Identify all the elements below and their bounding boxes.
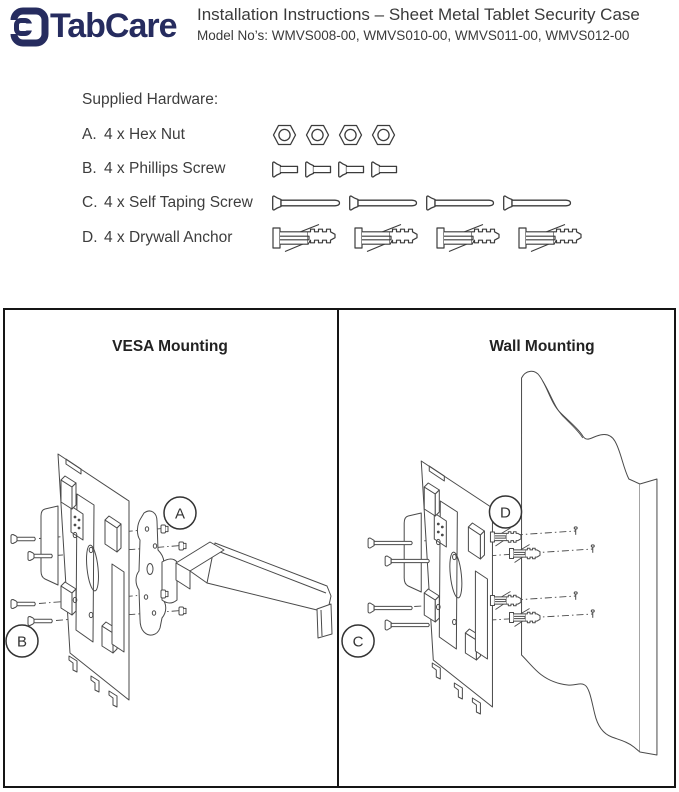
callout-b <box>6 625 38 657</box>
vesa-mounting-diagram <box>5 310 337 786</box>
monitor-arm-drawing <box>162 542 332 638</box>
drywall-anchor-icon <box>354 223 428 253</box>
self-taping-screw-icon <box>349 195 418 211</box>
wall-drawing <box>522 371 657 755</box>
phillips-screw-icon <box>272 161 299 178</box>
self-taping-screw-icon <box>503 195 572 211</box>
hex-nut-icon <box>272 124 297 146</box>
hardware-item-hex-nut <box>82 119 396 151</box>
hardware-item-label: 4 x Phillips Screw <box>104 160 226 177</box>
phillips-screw-icon <box>371 161 398 178</box>
hex-nut-icon <box>305 124 330 146</box>
drywall-anchor-icon <box>518 223 592 253</box>
hex-nut-icon <box>338 124 363 146</box>
hardware-item-key: D. <box>82 229 98 246</box>
hex-nut-icon <box>371 124 396 146</box>
svg-text:D: D <box>500 504 511 522</box>
drywall-anchor-icon <box>272 223 346 253</box>
hardware-item-drywall-anchor <box>82 222 592 254</box>
self-taping-screw-icon <box>272 195 341 211</box>
hardware-item-phillips-screw <box>82 153 398 185</box>
svg-text:B: B <box>16 633 28 651</box>
hardware-item-label: 4 x Drywall Anchor <box>104 229 233 246</box>
wall-mounting-panel <box>337 310 674 786</box>
svg-text:C: C <box>352 633 364 651</box>
svg-text:A: A <box>174 505 186 523</box>
model-numbers: Model No’s: WMVS008-00, WMVS010-00, WMVS011-00, WMVS012-00 <box>197 28 630 43</box>
tabcare-logo-icon <box>9 7 49 47</box>
callout-c <box>342 625 374 657</box>
vesa-mounting-panel <box>5 310 337 786</box>
wall-mounting-diagram <box>339 310 674 786</box>
phillips-screw-icon <box>305 161 332 178</box>
supplied-hardware-heading: Supplied Hardware: <box>82 91 219 108</box>
self-taping-screw-icon <box>426 195 495 211</box>
callout-d <box>489 496 521 528</box>
hardware-item-key: B. <box>82 160 97 177</box>
hardware-item-label: 4 x Self Taping Screw <box>104 194 253 211</box>
brand-name: TabCare <box>50 7 177 45</box>
hardware-item-key: C. <box>82 194 98 211</box>
panel-title-vesa: VESA Mounting <box>112 338 228 355</box>
hardware-item-self-taping-screw <box>82 187 572 219</box>
drywall-anchor-icon <box>436 223 510 253</box>
hardware-item-label: 4 x Hex Nut <box>104 126 185 143</box>
mounting-panels <box>3 308 676 788</box>
callout-a <box>164 497 196 529</box>
hardware-item-key: A. <box>82 126 97 143</box>
phillips-screw-icon <box>338 161 365 178</box>
panel-title-wall: Wall Mounting <box>489 338 595 355</box>
page-title: Installation Instructions – Sheet Metal Tablet Security Case <box>197 5 640 24</box>
